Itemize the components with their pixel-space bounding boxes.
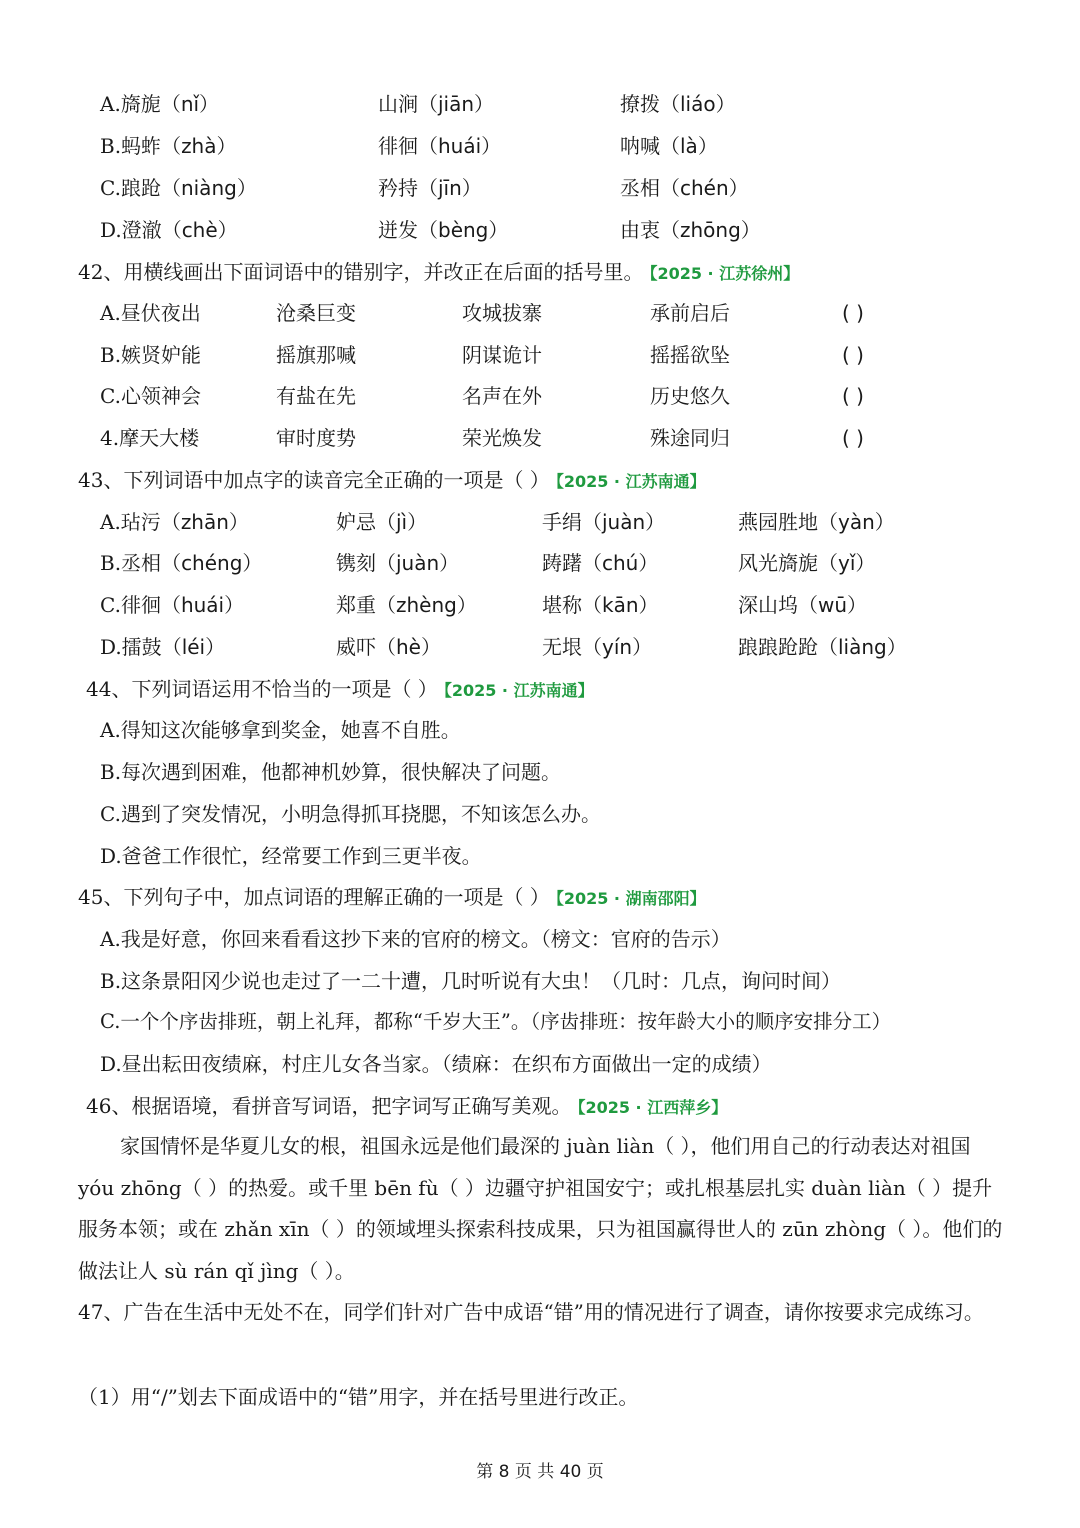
q42-b-2: 摇旗那喊 bbox=[276, 343, 356, 367]
q43-a-1: A.玷污（zhān） bbox=[100, 510, 249, 534]
q42-c-3: 名声在外 bbox=[462, 384, 542, 408]
q41-a-3: 撩拨（liáo） bbox=[620, 92, 736, 116]
q42-a-1: A.昼伏夜出 bbox=[100, 301, 201, 325]
q43-b-1: B.丞相（chéng） bbox=[100, 551, 263, 575]
q43-d-1: D.擂鼓（léi） bbox=[100, 635, 226, 659]
q46-stem bbox=[86, 1091, 727, 1123]
q42-a-3: 攻城拔寨 bbox=[462, 301, 542, 325]
q46-source-tag: 【2025 · 江西萍乡】 bbox=[577, 1098, 728, 1117]
q42-b-blank[interactable]: ( ) bbox=[842, 343, 864, 367]
q45-option-b: B.这条景阳冈少说也走过了一二十遭，几时听说有大虫！（几时：几点，询问时间） bbox=[100, 969, 842, 993]
q42-d-1: 4.摩天大楼 bbox=[100, 426, 200, 450]
q45-stem bbox=[78, 882, 706, 914]
q42-d-3: 荣光焕发 bbox=[462, 426, 542, 450]
q41-b-2: 徘徊（huái） bbox=[378, 134, 502, 158]
q41-b-3: 呐喊（là） bbox=[620, 134, 718, 158]
q41-c-2: 矜持（jīn） bbox=[378, 176, 482, 200]
q44-option-d: D.爸爸工作很忙，经常要工作到三更半夜。 bbox=[100, 844, 482, 868]
q43-c-3: 堪称（kān） bbox=[542, 593, 659, 617]
q43-source-tag: 【2025 · 江苏南通】 bbox=[555, 472, 706, 491]
q43-b-3: 踌躇（chú） bbox=[542, 551, 659, 575]
q44-stem bbox=[86, 674, 594, 706]
q46-paragraph: 家国情怀是华夏儿女的根，祖国永远是他们最深的 juàn liàn（ ），他们用自己的行动表达对祖国 yóu zhōng（ ）的热爱。或千里 bēn fù（ ）边疆守护祖国安宁；或扎根基层扎实 duàn liàn（ ）提升服务本领；或在 zhǎn xīn（ ）的领域埋头探索科技成果，只为祖国赢得世人的 zūn zhòng（ ）。他们的做法让人 sù rán qǐ jìng（ ）。 bbox=[78, 1134, 1003, 1283]
q42-d-blank[interactable]: ( ) bbox=[842, 426, 864, 450]
q44-source-tag: 【2025 · 江苏南通】 bbox=[443, 681, 594, 700]
q42-source-tag: 【2025 · 江苏徐州】 bbox=[649, 264, 800, 283]
q42-c-2: 有盐在先 bbox=[276, 384, 356, 408]
q42-stem bbox=[78, 257, 799, 289]
q45-stem-text: 45、下列句子中，加点词语的理解正确的一项是（ ） bbox=[78, 885, 550, 909]
q41-a-1: A.旖旎（nǐ） bbox=[100, 92, 220, 116]
q41-d-2: 迸发（bèng） bbox=[378, 218, 509, 242]
q47-stem: 47、广告在生活中无处不在，同学们针对广告中成语“错”用的情况进行了调查，请你按要求完成练习。 bbox=[78, 1300, 984, 1324]
q43-stem-text: 43、下列词语中加点字的读音完全正确的一项是（ ） bbox=[78, 468, 550, 492]
q45-option-a: A.我是好意，你回来看看这抄下来的官府的榜文。（榜文：官府的告示） bbox=[100, 927, 731, 951]
q42-b-3: 阴谋诡计 bbox=[462, 343, 542, 367]
q42-c-1: C.心领神会 bbox=[100, 384, 201, 408]
q41-d-1: D.澄澈（chè） bbox=[100, 218, 238, 242]
q41-b-1: B.蚂蚱（zhà） bbox=[100, 134, 237, 158]
q43-d-2: 威吓（hè） bbox=[336, 635, 441, 659]
q43-a-4: 燕园胜地（yàn） bbox=[738, 510, 895, 534]
q43-c-4: 深山坞（wū） bbox=[738, 593, 868, 617]
q41-c-3: 丞相（chén） bbox=[620, 176, 749, 200]
q42-a-blank[interactable]: ( ) bbox=[842, 301, 864, 325]
q43-c-1: C.徘徊（huái） bbox=[100, 593, 245, 617]
q42-c-blank[interactable]: ( ) bbox=[842, 384, 864, 408]
q43-a-2: 妒忌（jì） bbox=[336, 510, 428, 534]
q45-option-c: C.一个个序齿排班，朝上礼拜，都称“千岁大王”。（序齿排班：按年龄大小的顺序安排分工） bbox=[100, 1010, 892, 1033]
q41-d-3: 由衷（zhōng） bbox=[620, 218, 761, 242]
q42-b-4: 摇摇欲坠 bbox=[650, 343, 730, 367]
q43-d-3: 无垠（yín） bbox=[542, 635, 653, 659]
q43-a-3: 手绢（juàn） bbox=[542, 510, 666, 534]
q42-a-4: 承前启后 bbox=[650, 301, 730, 325]
q43-b-4: 风光旖旎（yǐ） bbox=[738, 551, 876, 575]
q42-d-4: 殊途同归 bbox=[650, 426, 730, 450]
q43-b-2: 镌刻（juàn） bbox=[336, 551, 460, 575]
q43-c-2: 郑重（zhèng） bbox=[336, 593, 477, 617]
q42-c-4: 历史悠久 bbox=[650, 384, 730, 408]
q43-stem bbox=[78, 465, 706, 497]
page-number: 第 8 页 共 40 页 bbox=[476, 1462, 604, 1482]
q44-option-b: B.每次遇到困难，他都神机妙算，很快解决了问题。 bbox=[100, 760, 562, 784]
q44-stem-text: 44、下列词语运用不恰当的一项是（ ） bbox=[86, 677, 438, 701]
q42-d-2: 审时度势 bbox=[276, 426, 356, 450]
q41-c-1: C.踉跄（niàng） bbox=[100, 176, 257, 200]
q47-sub1: （1）用“/”划去下面成语中的“错”用字，并在括号里进行改正。 bbox=[78, 1385, 639, 1409]
q43-d-4: 踉踉跄跄（liàng） bbox=[738, 635, 907, 659]
q44-option-a: A.得知这次能够拿到奖金，她喜不自胜。 bbox=[100, 718, 461, 742]
q46-stem-text: 46、根据语境，看拼音写词语，把字词写正确写美观。 bbox=[86, 1094, 572, 1118]
q42-b-1: B.嫉贤妒能 bbox=[100, 343, 202, 367]
q44-option-c: C.遇到了突发情况，小明急得抓耳挠腮，不知该怎么办。 bbox=[100, 802, 601, 826]
q41-a-2: 山涧（jiān） bbox=[378, 92, 495, 116]
q42-stem-text: 42、用横线画出下面词语中的错别字，并改正在后面的括号里。 bbox=[78, 260, 644, 284]
q42-a-2: 沧桑巨变 bbox=[276, 301, 356, 325]
q45-source-tag: 【2025 · 湖南邵阳】 bbox=[555, 889, 706, 908]
q45-option-d: D.昼出耘田夜绩麻，村庄儿女各当家。（绩麻：在织布方面做出一定的成绩） bbox=[100, 1052, 772, 1076]
